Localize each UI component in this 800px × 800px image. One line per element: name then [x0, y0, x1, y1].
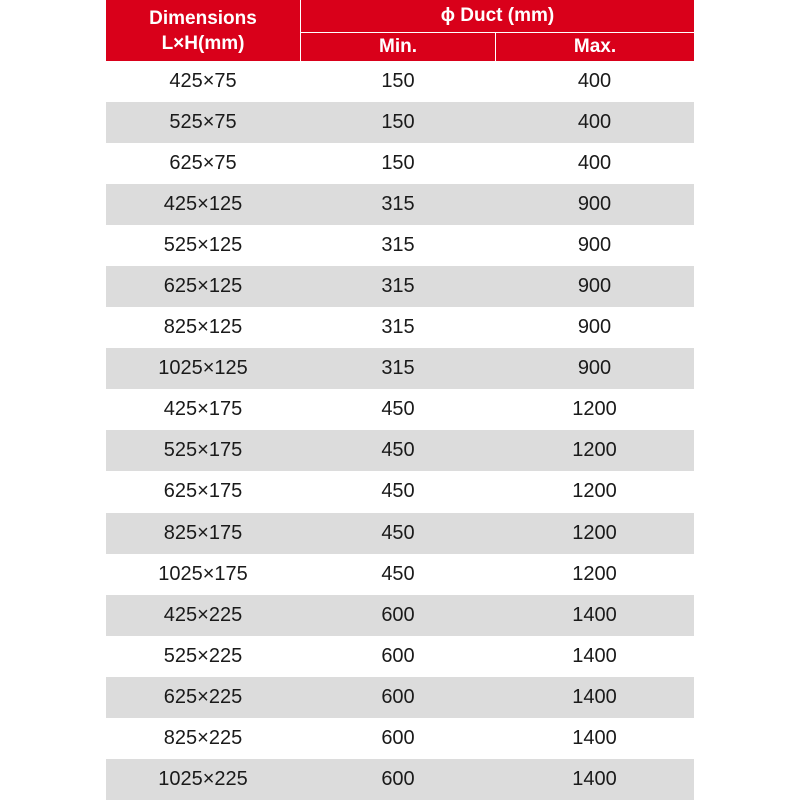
min-duct-cell: 315 — [381, 275, 415, 298]
min-duct-cell: 450 — [381, 398, 415, 421]
min-duct-cell: 600 — [381, 685, 415, 708]
dimension-cell: 625×175 — [163, 480, 243, 503]
dimension-cell: 625×125 — [163, 275, 243, 298]
max-duct-cell: 900 — [577, 316, 612, 339]
table-row — [106, 471, 694, 512]
table-body — [106, 61, 694, 800]
min-duct-cell: 600 — [381, 767, 415, 790]
min-duct-cell: 600 — [381, 603, 415, 626]
dimensions-header-line1: Dimensions — [149, 7, 257, 29]
dimension-cell: 425×125 — [163, 193, 243, 216]
min-duct-cell: 450 — [381, 562, 415, 585]
table-row — [106, 677, 694, 718]
dimension-cell: 825×225 — [163, 726, 243, 749]
max-duct-cell: 900 — [577, 234, 612, 257]
min-duct-cell: 450 — [381, 439, 415, 462]
max-duct-cell: 1200 — [572, 480, 617, 503]
max-duct-cell: 900 — [577, 275, 612, 298]
table-row — [106, 718, 694, 759]
dimension-cell: 1025×175 — [158, 562, 248, 585]
max-duct-cell: 400 — [577, 152, 612, 175]
max-duct-cell: 400 — [577, 70, 612, 93]
dimension-cell: 1025×225 — [158, 767, 248, 790]
dimension-cell: 425×175 — [163, 398, 243, 421]
table-row — [106, 184, 694, 225]
table-row — [106, 430, 694, 471]
min-duct-cell: 600 — [381, 726, 415, 749]
dimensions-header — [106, 0, 300, 61]
table-row — [106, 636, 694, 677]
max-duct-cell: 900 — [577, 193, 612, 216]
min-duct-cell: 150 — [381, 111, 415, 134]
min-header: Min. — [379, 36, 417, 57]
duct-dimensions-table — [106, 0, 694, 800]
max-duct-cell: 400 — [577, 111, 612, 134]
dimension-cell: 525×125 — [163, 234, 243, 257]
dimension-cell: 525×175 — [163, 439, 243, 462]
max-duct-cell: 1400 — [572, 644, 617, 667]
dimension-cell: 425×225 — [163, 603, 243, 626]
min-duct-cell: 150 — [381, 70, 415, 93]
min-duct-cell: 450 — [381, 521, 415, 544]
min-duct-cell: 315 — [381, 234, 415, 257]
max-duct-cell: 1200 — [572, 439, 617, 462]
max-duct-cell: 1400 — [572, 603, 617, 626]
dimension-cell: 625×225 — [163, 685, 243, 708]
min-duct-cell: 450 — [381, 480, 415, 503]
dimension-cell: 825×175 — [163, 521, 243, 544]
max-duct-cell: 900 — [577, 357, 612, 380]
table-row — [106, 554, 694, 595]
min-duct-cell: 150 — [381, 152, 415, 175]
table-row — [106, 102, 694, 143]
table-row — [106, 307, 694, 348]
max-header: Max. — [573, 36, 617, 57]
max-duct-cell: 1400 — [572, 685, 617, 708]
dimensions-header-line2: L×H(mm) — [161, 32, 245, 54]
min-duct-cell: 315 — [381, 316, 415, 339]
min-duct-cell: 315 — [381, 193, 415, 216]
table-row — [106, 143, 694, 184]
table-row — [106, 759, 694, 800]
max-duct-cell: 1200 — [572, 521, 617, 544]
dimension-cell: 525×75 — [169, 111, 237, 134]
table-row — [106, 266, 694, 307]
dimension-cell: 625×75 — [169, 152, 237, 175]
table-row — [106, 348, 694, 389]
duct-header: ϕ Duct (mm) — [440, 5, 555, 26]
dimension-cell: 525×225 — [163, 644, 243, 667]
table-row — [106, 61, 694, 102]
max-duct-cell: 1400 — [572, 767, 617, 790]
table-row — [106, 595, 694, 636]
dimension-cell: 425×75 — [169, 70, 237, 93]
max-duct-cell: 1200 — [572, 562, 617, 585]
table-row — [106, 389, 694, 430]
dimension-cell: 1025×125 — [158, 357, 248, 380]
table-row — [106, 513, 694, 554]
dimension-cell: 825×125 — [163, 316, 243, 339]
table-row — [106, 225, 694, 266]
min-duct-cell: 315 — [381, 357, 415, 380]
min-duct-cell: 600 — [381, 644, 415, 667]
max-duct-cell: 1200 — [572, 398, 617, 421]
table-header — [106, 0, 694, 61]
max-duct-cell: 1400 — [572, 726, 617, 749]
